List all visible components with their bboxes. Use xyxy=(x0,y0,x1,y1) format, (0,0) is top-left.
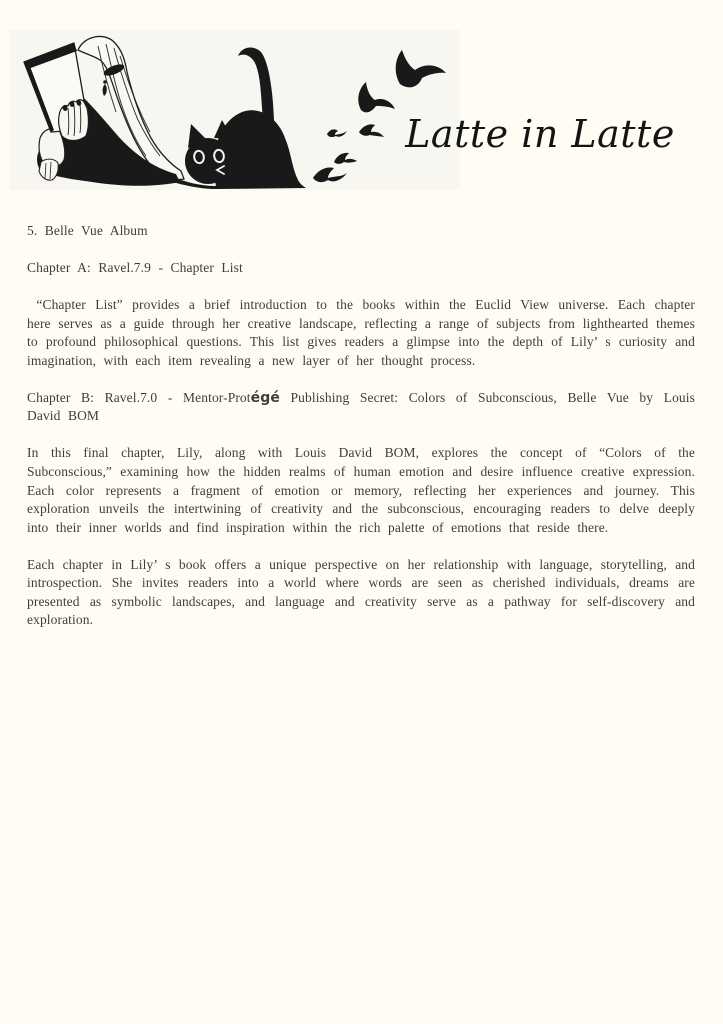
chapter-b-suffix: Publishing Secret: Colors of Subconscious, Belle Vue by Louis David BOM xyxy=(27,389,695,424)
black-cat-illustration xyxy=(170,47,306,189)
reading-girl-illustration xyxy=(24,36,184,185)
paragraph-closing: Each chapter in Lily’ s book offers a unique perspective on her relationship with language, storytelling, and introspection. She invites readers into a world where words are seen as cherished individuals, dreams are presented as symbolic landscapes, and language and creativity serve as a pathway for self-discovery and exploration. xyxy=(27,556,695,628)
paragraph-chapter-list: “Chapter List” provides a brief introduction to the books within the Euclid View universe. Each chapter here serves as a guide through her creative landscape, reflecting a range of subjects from lighthearted themes to profound philosophical questions. This list gives readers a glimpse into the depth of Lily’ s curiosity and imagination, with each item revealing a new layer of her thought process. xyxy=(27,296,695,368)
chapter-b-heading xyxy=(27,389,695,426)
site-title[interactable]: Latte in Latte xyxy=(405,112,675,156)
paragraph-final-chapter: In this final chapter, Lily, along with Louis David BOM, explores the concept of “Colors of the Subconscious,” examining how the hidden realms of human emotion and desire influence creative expression. Each color represents a fragment of emotion or memory, reflecting her experiences and journey. This exploration unveils the intertwining of creativity and the subconscious, encouraging readers to delve deeply into their inner worlds and find inspiration within the rich palette of emotions that reside there. xyxy=(27,445,695,535)
article-body xyxy=(27,222,695,648)
chapter-a-heading: Chapter A: Ravel.7.9 - Chapter List xyxy=(27,259,243,275)
header-illustration xyxy=(10,30,460,190)
chapter-b-prefix: Chapter B: Ravel.7.0 - Mentor-Prot xyxy=(27,389,251,405)
chapter-b-accent: égé xyxy=(250,389,280,406)
album-heading: 5. Belle Vue Album xyxy=(27,223,148,238)
